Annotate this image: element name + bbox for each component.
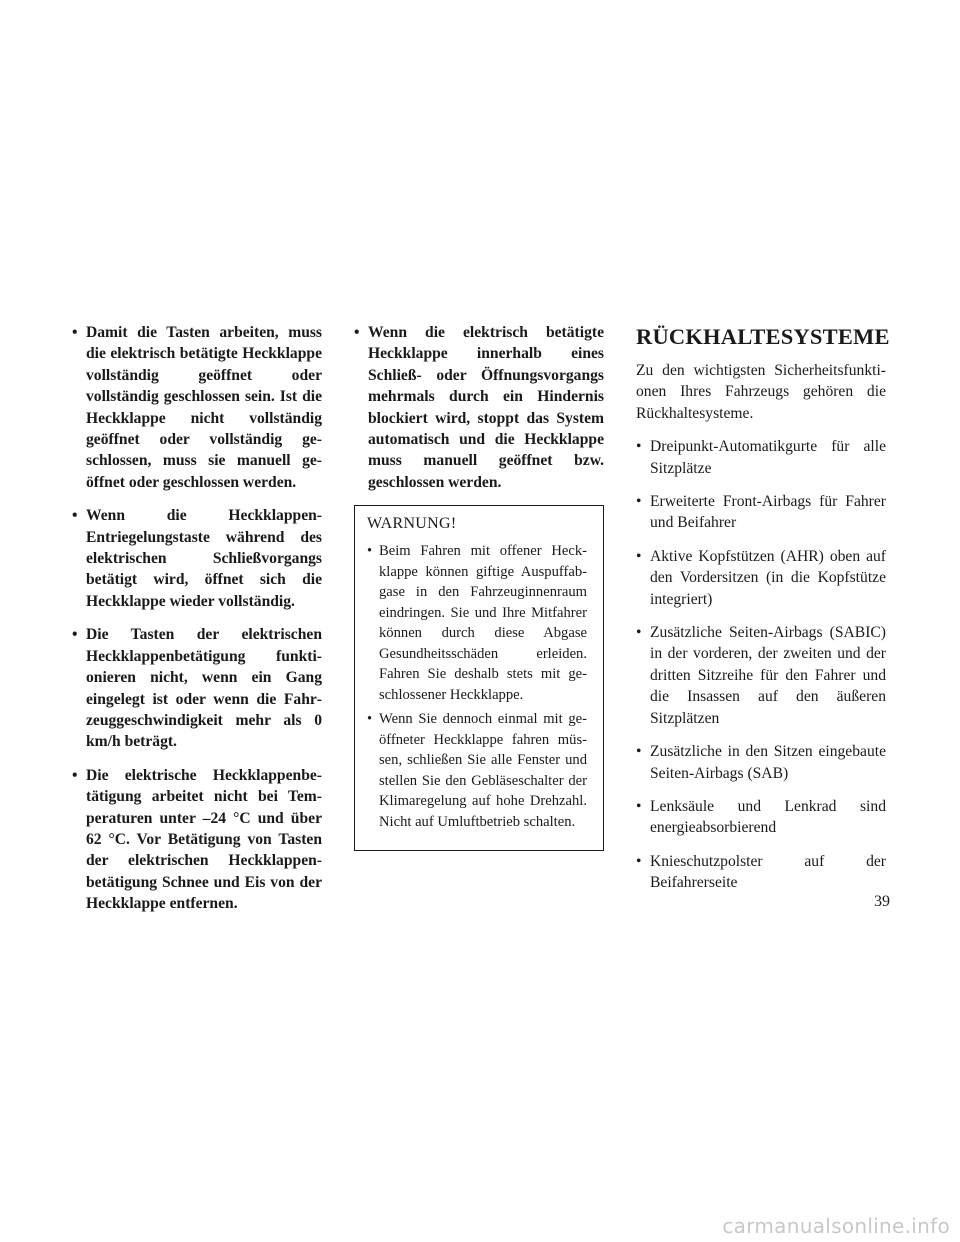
tailgate-notes-list [72,322,322,915]
section-intro: Zu den wichtigsten Sicherheitsfunktionen Ihres Fahrzeugs gehören die Rückhaltesysteme. [636,362,886,422]
right-column [636,322,890,906]
watermark: carmanualsonline.info [722,1214,950,1238]
list-item: • Erweiterte Front-Airbags für Fahrer und Beifahrer [636,491,886,534]
list-item: • Aktive Kopfstützen (AHR) oben auf den Vordersitzen (in die Kopfstütze integriert) [636,546,886,610]
list-item: • Die elektrische Heckklappenbetätigung arbeitet nicht bei Temperaturen unter –24 °C und über 62 °C. Vor Betätigung von Tasten der elektrischen Heckklappenbetätigung Schnee und Eis von der Heckklappe entfernen. [72,765,322,915]
page-number: 39 [874,893,890,910]
warning-item: • Beim Fahren mit offener Heckklappe können giftige Auspuffabgase in den Fahrzeuginnenraum eindringen. Sie und Ihre Mitfahrer können durch diese Abgase Gesundheitsschäden erleiden. Fahren Sie deshalb stets mit geschlossener Heckklappe. [367,541,587,705]
list-item: • Die Tasten der elektrischen Heckklappenbetätigung funktionieren nicht, wenn ein Gang eingelegt ist oder wenn die Fahrzeuggeschwindigkeit mehr als 0 km/h beträgt. [72,624,322,752]
list-item: • Wenn die elektrisch betätigte Heckklappe innerhalb eines Schließ- oder Öffnungsvorgangs mehrmals durch ein Hindernis blockiert wird, stoppt das System automatisch und die Heckklappe muss manuell geöffnet bzw. geschlossen werden. [354,322,604,493]
middle-column [354,322,604,851]
warning-item: • Wenn Sie dennoch einmal mit geöffneter Heckklappe fahren müssen, schließen Sie alle Fenster und stellen Sie den Gebläseschalter der Klimaregelung auf hohe Drehzahl. Nicht auf Umluftbetrieb schalten. [367,709,587,832]
list-item: • Knieschutzpolster auf der Beifahrerseite [636,851,886,894]
tailgate-notes-list-continued [354,322,604,493]
list-item: • Zusätzliche Seiten-Airbags (SABIC) in der vorderen, der zweiten und der dritten Sitzreihe für den Fahrer und die Insassen auf den äußeren Sitzplätzen [636,622,886,729]
section-title: RÜCKHALTESYSTEME [636,324,890,349]
restraint-systems-list [636,436,886,893]
warning-title: WARNUNG! [367,515,457,533]
left-column [72,322,322,927]
list-item: • Damit die Tasten arbeiten, muss die elektrisch betätigte Heckklappe vollständig geöffnet oder vollständig geschlossen sein. Ist die Heckklappe nicht vollständig geöffnet oder vollständig geschlossen, muss sie manuell geöffnet oder geschlossen werden. [72,322,322,493]
list-item: • Wenn die HeckklappenEntriegelungstaste während des elektrischen Schließvorgangs betätigt wird, öffnet sich die Heckklappe wieder vollständig. [72,505,322,612]
list-item: • Dreipunkt-Automatikgurte für alle Sitzplätze [636,436,886,479]
warning-box [354,505,604,851]
warning-list [367,541,587,832]
list-item: • Zusätzliche in den Sitzen eingebaute Seiten-Airbags (SAB) [636,741,886,784]
list-item: • Lenksäule und Lenkrad sind energieabsorbierend [636,796,886,839]
